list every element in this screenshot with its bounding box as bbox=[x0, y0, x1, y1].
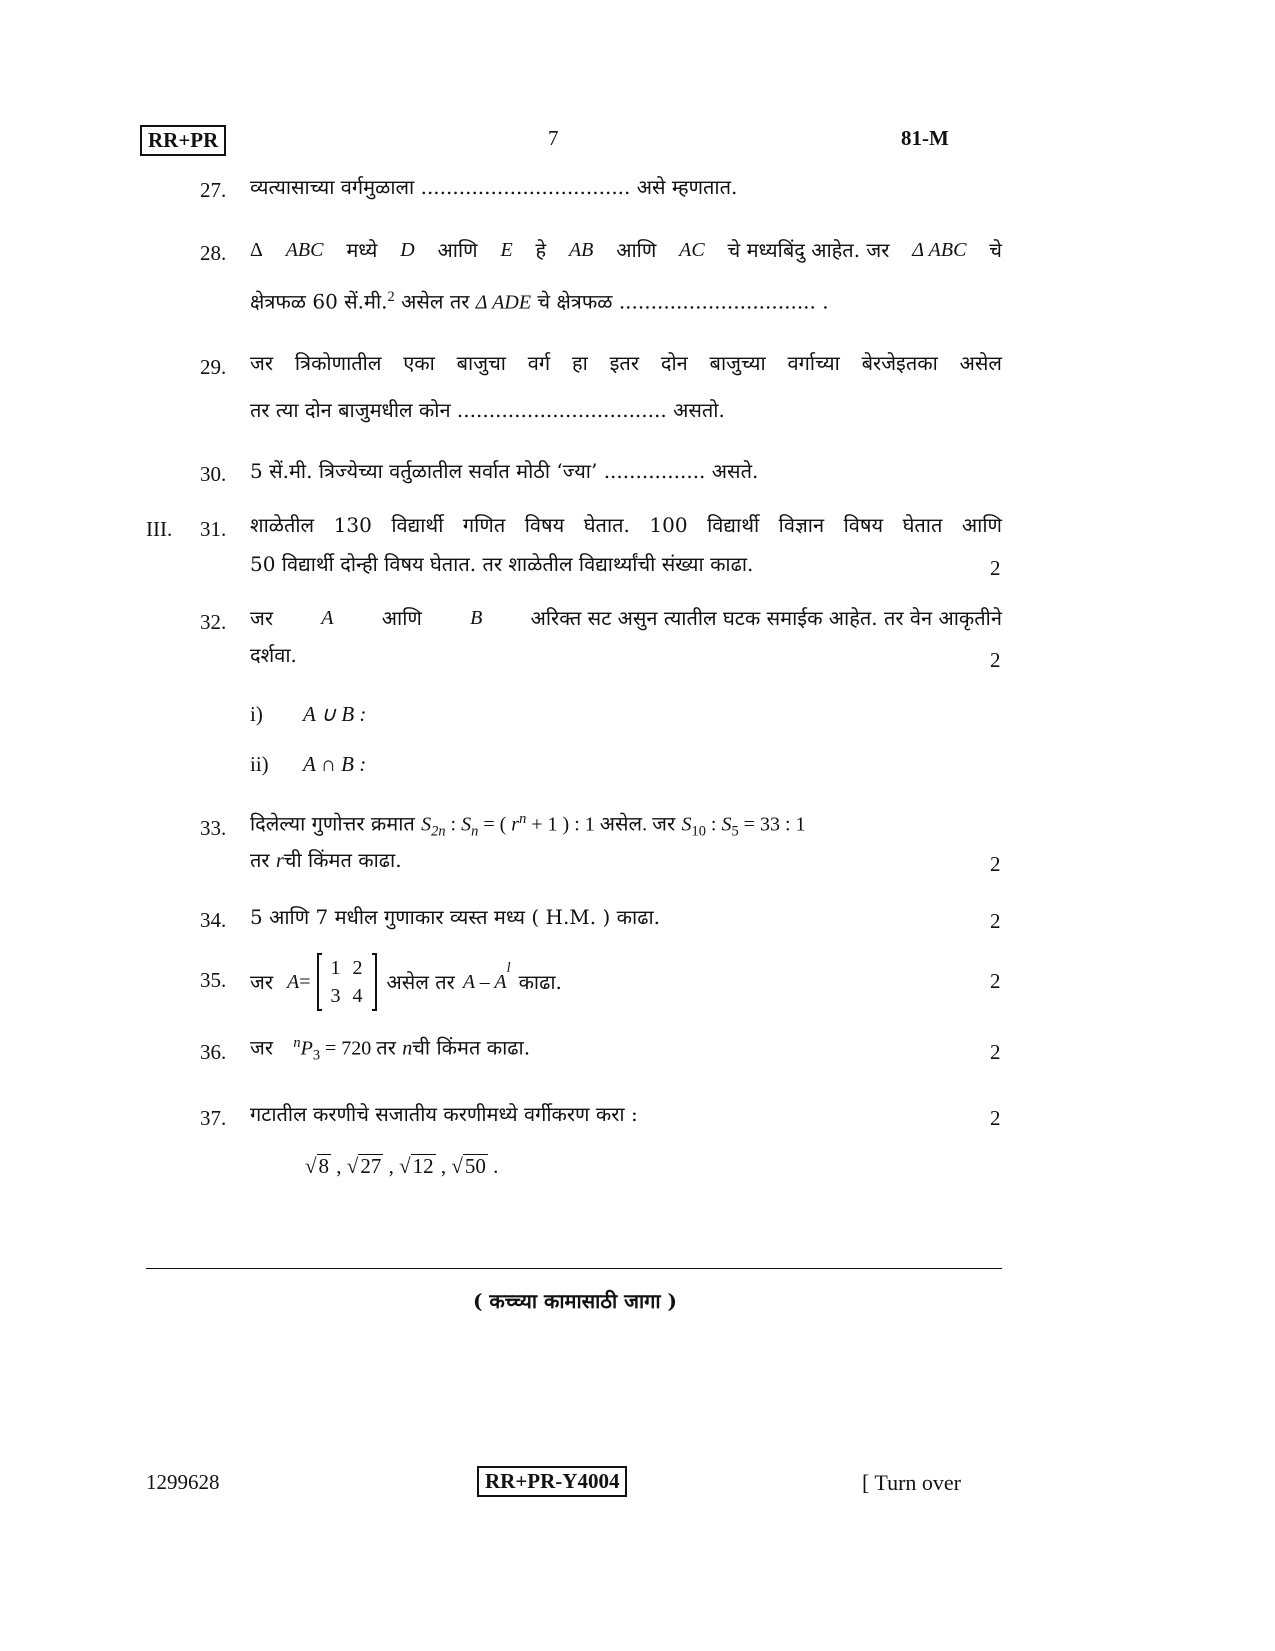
question-number: 32. bbox=[200, 610, 227, 634]
divider bbox=[146, 1268, 1002, 1269]
math-text: = 33 : 1 bbox=[738, 813, 806, 836]
question-number: 37. bbox=[200, 1106, 227, 1130]
math-text: r bbox=[275, 850, 284, 872]
question-text bbox=[250, 240, 1002, 260]
math-text: AB bbox=[568, 239, 594, 261]
question-text: 5 सें.मी. त्रिज्येच्या वर्तुळातील सर्वात मोठी ‘ज्या’ ................ असते. bbox=[250, 459, 759, 483]
marks: 2 bbox=[990, 1040, 1001, 1064]
radicand: 27 bbox=[360, 1154, 382, 1178]
text-segment: अरिक्त सट असुन त्यातील घटक समाईक आहेत. तर वेन आकृतीने bbox=[530, 606, 1002, 630]
question-number: 34. bbox=[200, 908, 227, 932]
question-number: 33. bbox=[200, 816, 227, 840]
math-text: = bbox=[299, 971, 311, 993]
radical: √8 bbox=[305, 1154, 330, 1178]
math-text: A – A bbox=[462, 971, 507, 993]
math-text: Δ ADE bbox=[475, 291, 532, 314]
text-segment: आणि bbox=[437, 238, 478, 262]
superscript: 2 bbox=[387, 289, 395, 305]
superscript: l bbox=[506, 960, 511, 976]
rough-work-label: ( कच्च्या कामासाठी जागा ) bbox=[472, 1289, 678, 1313]
matrix-cell: 2 bbox=[352, 957, 363, 979]
question-text bbox=[250, 608, 1002, 628]
marks: 2 bbox=[990, 852, 1001, 876]
math-text: r bbox=[511, 813, 520, 836]
question-number: 36. bbox=[200, 1040, 227, 1064]
matrix-cell: 1 bbox=[330, 957, 341, 979]
subscript: 10 bbox=[691, 823, 706, 840]
text-segment: असेल तर bbox=[401, 289, 470, 314]
math-text: E bbox=[500, 239, 513, 261]
matrix-cell: 3 bbox=[330, 985, 341, 1007]
math-text: : bbox=[445, 813, 462, 836]
matrix-cell: 4 bbox=[352, 985, 363, 1007]
math-text: A bbox=[287, 971, 300, 993]
text-segment: असेल तर bbox=[386, 970, 455, 994]
radical: √50 bbox=[451, 1154, 486, 1178]
question-number: 28. bbox=[200, 241, 227, 265]
math-text: ABC bbox=[285, 239, 324, 261]
math-text: : bbox=[705, 813, 722, 836]
math-text: Δ ABC bbox=[912, 239, 967, 261]
text-segment: = 720 तर bbox=[320, 1037, 396, 1060]
radical: √12 bbox=[399, 1154, 434, 1178]
math-text: D bbox=[400, 239, 415, 261]
question-number: 31. bbox=[200, 517, 227, 541]
matrix bbox=[317, 953, 377, 1011]
text-segment: चे मध्यबिंदु आहेत. जर bbox=[727, 238, 890, 262]
sub-item-expression: A ∪ B : bbox=[303, 702, 367, 726]
question-text: गटातील करणीचे सजातीय करणीमध्ये वर्गीकरण करा : bbox=[250, 1102, 638, 1126]
question-text: 50 विद्यार्थी दोन्ही विषय घेतात. तर शाळेतील विद्यार्थ्यांची संख्या काढा. bbox=[250, 552, 754, 576]
text-segment: आणि bbox=[381, 606, 422, 630]
question-text bbox=[250, 850, 402, 871]
marks: 2 bbox=[990, 969, 1001, 993]
math-text: S bbox=[721, 813, 732, 836]
marks: 2 bbox=[990, 1106, 1001, 1130]
turn-over: [ Turn over bbox=[862, 1470, 962, 1495]
radicand: 50 bbox=[464, 1154, 486, 1178]
radicand: 8 bbox=[318, 1154, 330, 1178]
math-text: S bbox=[421, 813, 432, 836]
question-text: दर्शवा. bbox=[250, 643, 297, 667]
text-segment: आणि bbox=[616, 238, 657, 262]
math-text: S bbox=[681, 813, 692, 836]
question-number: 30. bbox=[200, 462, 227, 486]
question-text: शाळेतील 130 विद्यार्थी गणित विषय घेतात. 100 विद्यार्थी विज्ञान विषय घेतात आणि bbox=[250, 513, 1002, 537]
math-text: P bbox=[300, 1037, 313, 1060]
marks: 2 bbox=[990, 909, 1001, 933]
paper-code: 81-M bbox=[901, 126, 949, 150]
subscript: n bbox=[471, 823, 479, 840]
question-text: 5 आणि 7 मधील गुणाकार व्यस्त मध्य ( H.M. ) काढा. bbox=[250, 905, 661, 929]
section-number: III. bbox=[146, 517, 173, 541]
radical: √27 bbox=[346, 1154, 382, 1178]
math-text: AC bbox=[679, 239, 705, 261]
marks: 2 bbox=[990, 648, 1001, 672]
question-number: 35. bbox=[200, 968, 227, 992]
sub-item-expression: A ∩ B : bbox=[303, 752, 367, 776]
text-segment: + 1 ) : 1 असेल. जर bbox=[526, 813, 676, 836]
math-text: B bbox=[470, 607, 483, 629]
text-segment: मध्ये bbox=[346, 238, 378, 262]
subscript: 2n bbox=[431, 823, 446, 840]
text-segment: काढा. bbox=[518, 970, 562, 994]
text-segment: चे क्षेत्रफळ ............................... . bbox=[537, 289, 829, 314]
math-text: A bbox=[321, 607, 334, 629]
header-box-label: RR+PR bbox=[140, 125, 226, 156]
text-segment: जर bbox=[250, 970, 274, 994]
footer-code: RR+PR-Y4004 bbox=[477, 1466, 627, 1497]
text-segment: हे bbox=[535, 238, 547, 262]
text-segment: जर bbox=[250, 1035, 274, 1060]
question-text: व्यत्यासाच्या वर्गमुळाला ................................. असे म्हणतात. bbox=[250, 175, 738, 199]
text-segment: तर bbox=[250, 848, 270, 872]
text-segment: जर bbox=[250, 606, 274, 630]
superscript: n bbox=[519, 811, 527, 827]
marks: 2 bbox=[990, 556, 1001, 580]
sub-item-label: ii) bbox=[250, 752, 269, 776]
text-segment: चे bbox=[989, 238, 1002, 262]
subscript: 5 bbox=[731, 823, 739, 840]
question-text bbox=[250, 290, 829, 313]
text-segment: क्षेत्रफळ 60 सें.मी. bbox=[250, 289, 388, 314]
text-segment: ची किंमत काढा. bbox=[283, 848, 402, 872]
question-text bbox=[250, 812, 806, 839]
math-text: = ( bbox=[478, 813, 512, 836]
text-segment: दिलेल्या गुणोत्तर क्रमात bbox=[250, 811, 415, 836]
math-text: S bbox=[461, 813, 472, 836]
subscript: 3 bbox=[312, 1047, 321, 1064]
surd-list: √8 , √27 , √12 , √50 . bbox=[305, 1154, 499, 1178]
sub-item-label: i) bbox=[250, 702, 263, 726]
delta-symbol: Δ bbox=[250, 239, 263, 261]
serial-number: 1299628 bbox=[146, 1470, 220, 1494]
text-segment: ची किंमत काढा. bbox=[412, 1035, 531, 1060]
superscript: n bbox=[293, 1035, 301, 1051]
radicand: 12 bbox=[412, 1154, 434, 1178]
question-text: जर त्रिकोणातील एका बाजुचा वर्ग हा इतर दोन बाजुच्या वर्गाच्या बेरजेइतका असेल bbox=[250, 351, 1002, 375]
page-number: 7 bbox=[548, 126, 559, 150]
question-text: तर त्या दोन बाजुमधील कोन ................................. असतो. bbox=[250, 398, 725, 422]
math-text: n bbox=[402, 1037, 413, 1060]
question-number: 27. bbox=[200, 178, 227, 202]
question-number: 29. bbox=[200, 355, 227, 379]
question-text bbox=[250, 947, 562, 1017]
question-text bbox=[250, 1036, 530, 1063]
